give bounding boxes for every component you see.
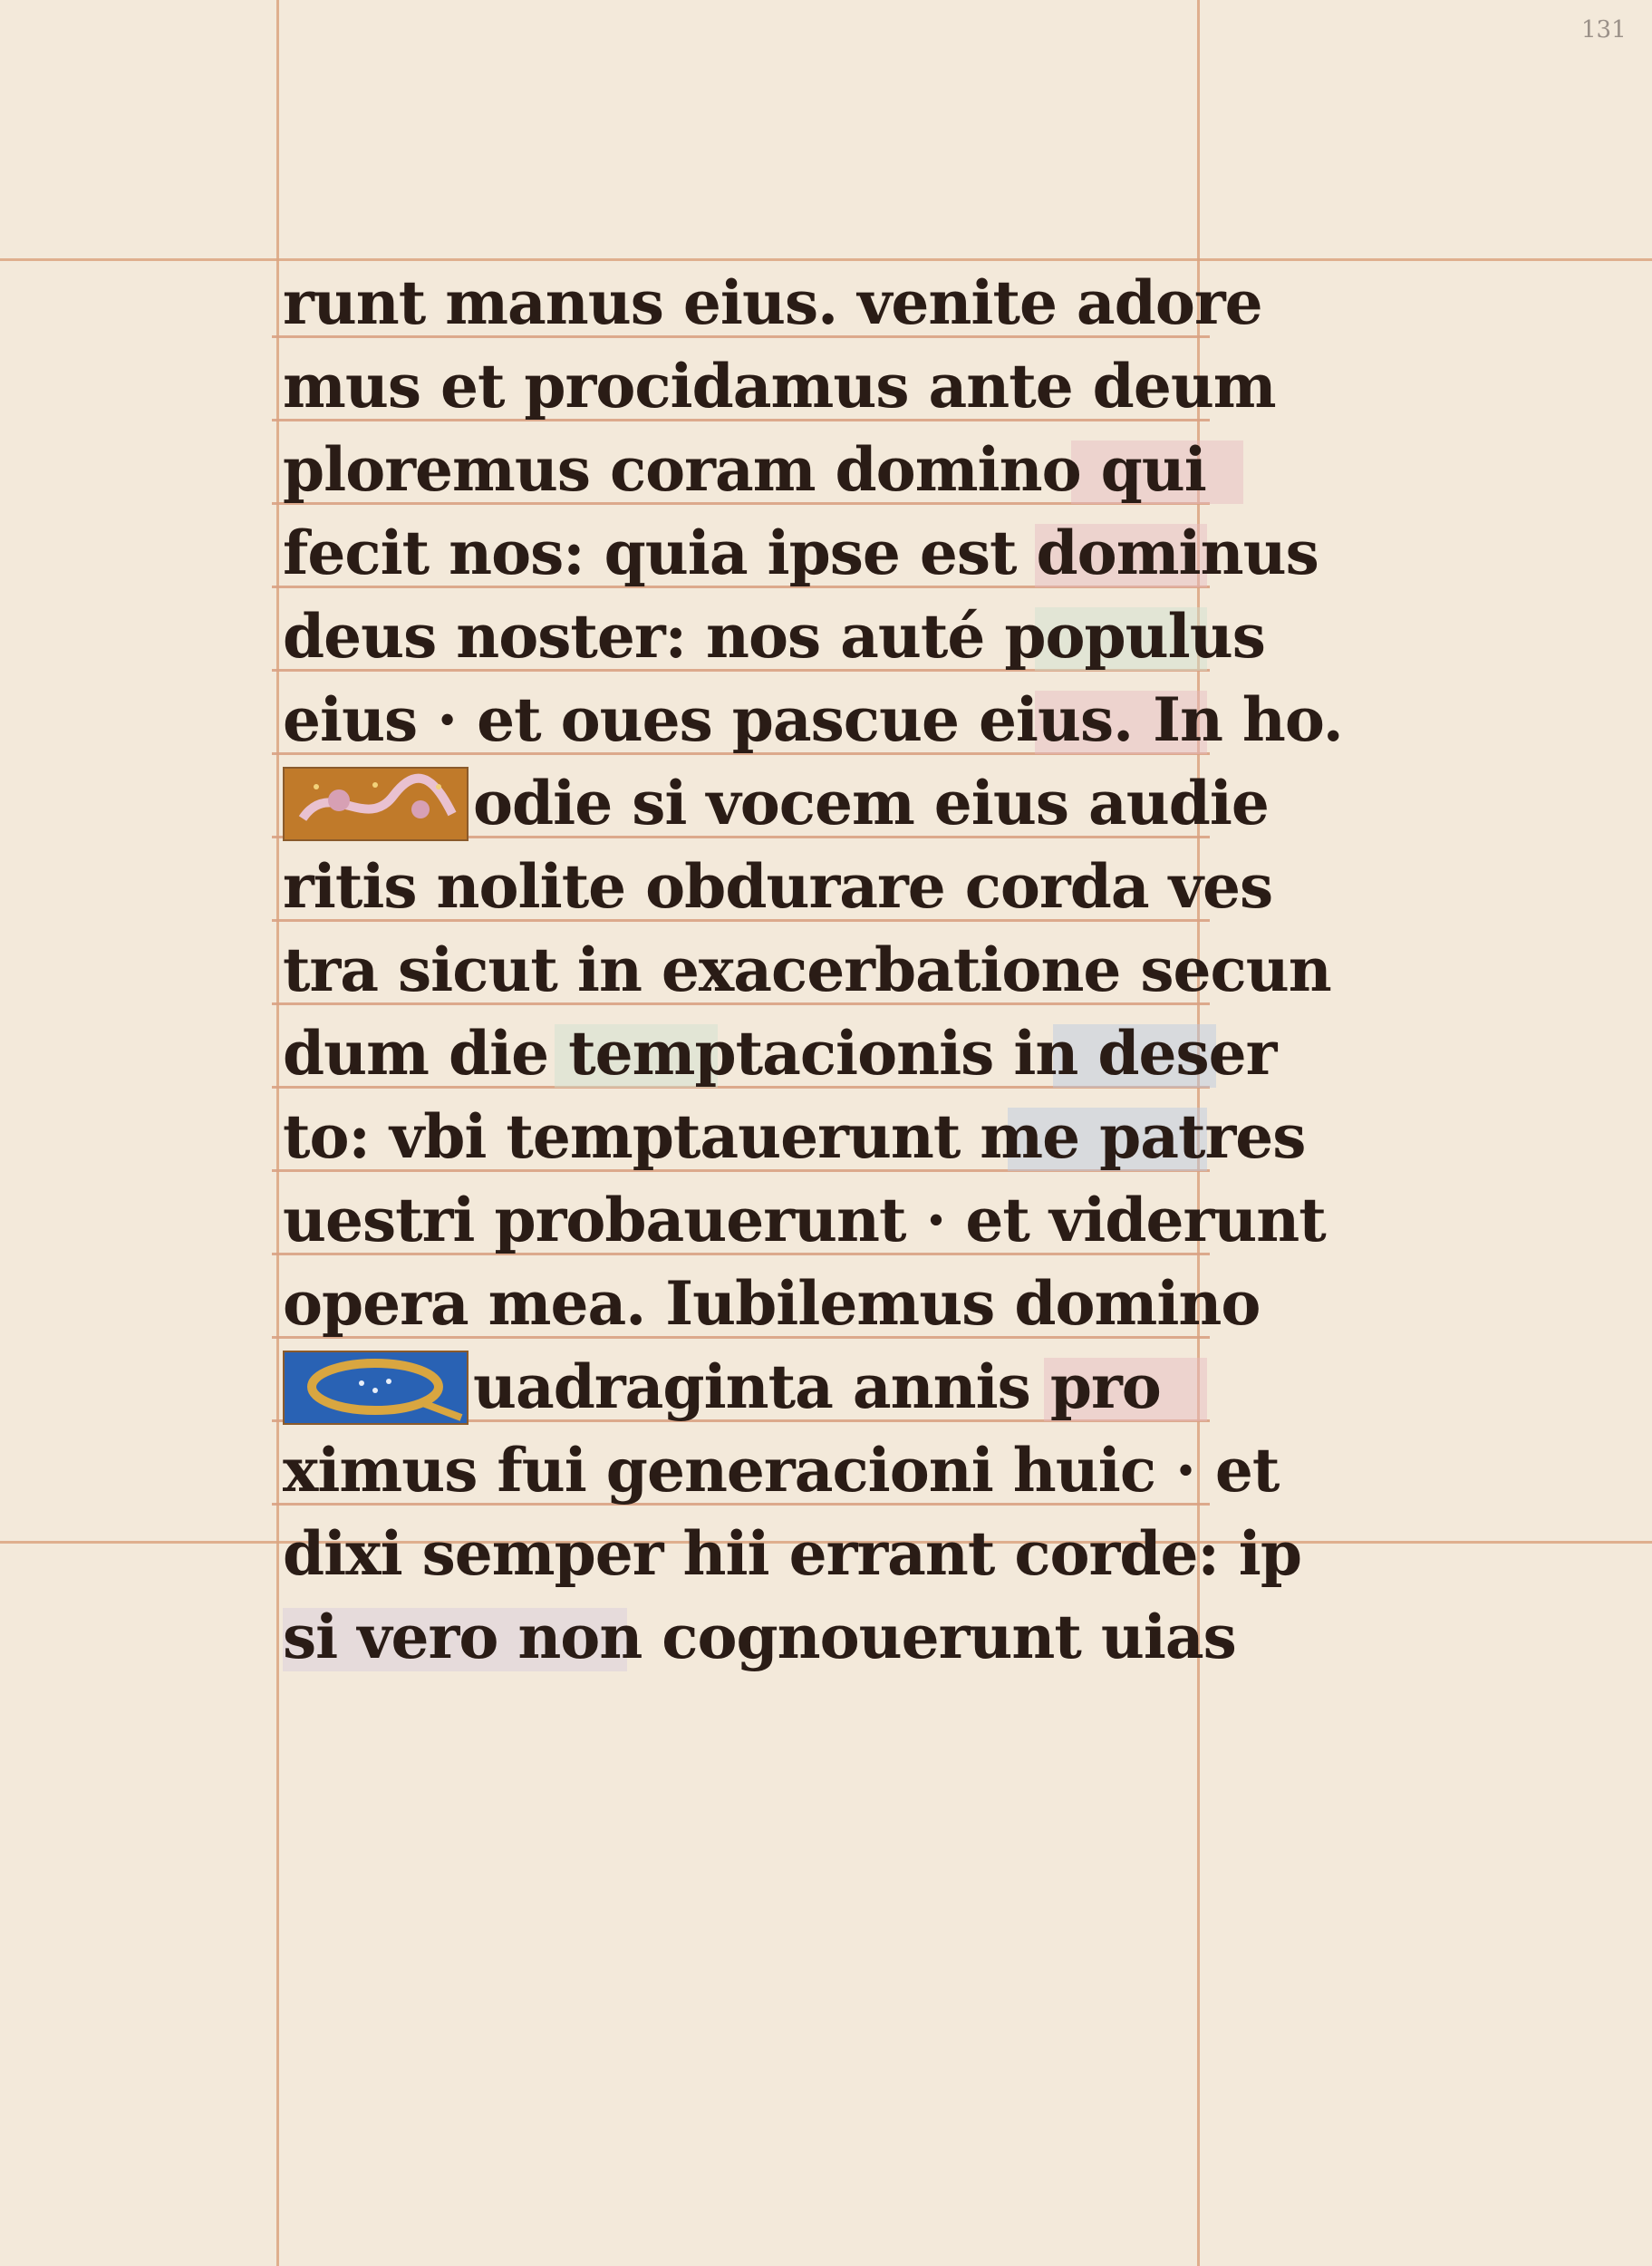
text-line: dixi semper hii errant corde: ip xyxy=(283,1518,1302,1589)
text-line: opera mea. Iubilemus domino xyxy=(283,1268,1261,1339)
decorated-initial-q xyxy=(283,1351,469,1425)
left-margin-rule xyxy=(276,0,279,2266)
text-line: runt manus eius. venite adore xyxy=(283,267,1262,338)
text-line: uestri probauerunt · et viderunt xyxy=(283,1185,1326,1255)
text-line: uadraginta annis pro xyxy=(283,1345,1243,1428)
text-line: deus noster: nos auté populus xyxy=(283,601,1265,672)
text-line: tra sicut in exacerbatione secun xyxy=(283,934,1331,1005)
folio-number: 131 xyxy=(1581,16,1627,44)
text-line: mus et procidamus ante deum xyxy=(283,351,1276,421)
text-line: ploremus coram domino qui xyxy=(283,428,1243,511)
text-line: ritis nolite obdurare corda ves xyxy=(283,851,1273,922)
text-line: ximus fui generacioni huic · et xyxy=(283,1435,1280,1506)
text-line: to: vbi temptauerunt me patres xyxy=(283,1101,1306,1172)
text-line: si vero non cognouerunt uias xyxy=(283,1602,1236,1672)
q-initial-ornament-icon xyxy=(285,1352,467,1423)
text-line: eius · et oues pascue eius. In ho. xyxy=(283,684,1343,755)
text-line: dum die temptacionis in deser xyxy=(283,1018,1277,1089)
vine-ornament-icon xyxy=(285,769,467,839)
text-line: odie si vocem eius audie xyxy=(283,761,1243,845)
decorated-initial-h xyxy=(283,767,469,841)
text-block xyxy=(283,261,1343,1679)
text-line: fecit nos: quia ipse est dominus xyxy=(283,518,1319,588)
